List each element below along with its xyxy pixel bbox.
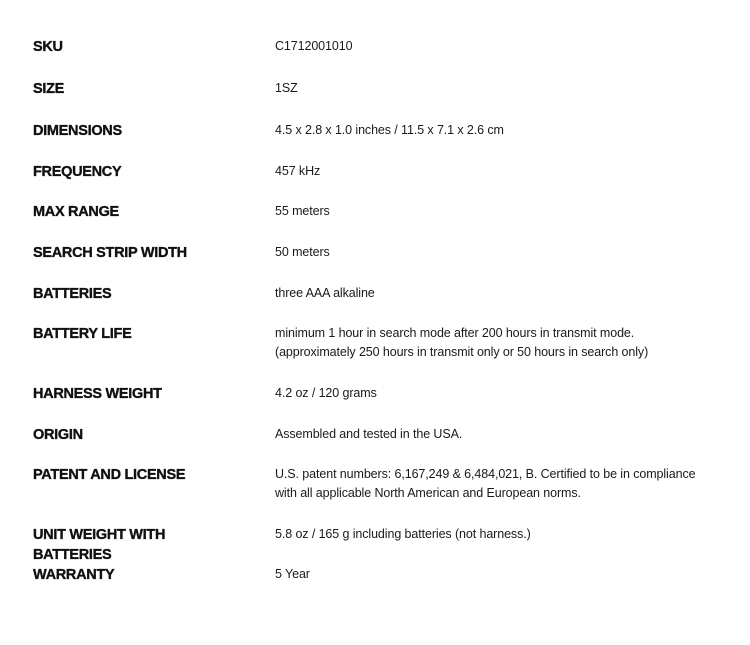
spec-value [275,121,730,140]
spec-value-line: Assembled and tested in the USA. [275,427,463,441]
spec-label: BATTERIES [33,286,112,302]
spec-value [275,565,730,584]
spec-label: UNIT WEIGHT WITH BATTERIES [33,527,166,563]
spec-value-line: 4.2 oz / 120 grams [275,386,377,400]
spec-value-line: U.S. patent numbers: 6,167,249 & 6,484,021, B. Certified to be in compliance [275,467,696,481]
spec-value-line: 4.5 x 2.8 x 1.0 inches / 11.5 x 7.1 x 2.6 cm [275,123,504,137]
spec-value [275,525,730,544]
spec-value-line: 55 meters [275,204,330,218]
spec-value-line: (approximately 250 hours in transmit only or 50 hours in search only) [275,345,649,359]
spec-label: SEARCH STRIP WIDTH [33,245,187,261]
spec-value-line: 457 kHz [275,164,321,178]
spec-value-line: three AAA alkaline [275,286,375,300]
spec-value [275,243,730,262]
spec-value-line: C1712001010 [275,39,353,53]
spec-label: BATTERY LIFE [33,326,132,342]
spec-value [275,384,730,403]
spec-value [275,425,730,444]
spec-value [275,284,730,303]
spec-value [275,465,730,503]
spec-label: SIZE [33,81,65,97]
spec-value [275,79,730,98]
spec-value-line: with all applicable North American and European norms. [275,486,581,500]
spec-label: WARRANTY [33,567,115,583]
spec-value [275,162,730,181]
spec-label: MAX RANGE [33,204,119,220]
spec-value-line: minimum 1 hour in search mode after 200 hours in transmit mode. [275,326,635,340]
spec-label: FREQUENCY [33,164,122,180]
spec-label: HARNESS WEIGHT [33,386,162,402]
spec-value-line: 1SZ [275,81,298,95]
spec-value-line: 50 meters [275,245,330,259]
spec-value [275,202,730,221]
spec-label: PATENT AND LICENSE [33,467,186,483]
spec-label: SKU [33,39,63,55]
spec-value-line: 5 Year [275,567,310,581]
spec-value-line: 5.8 oz / 165 g including batteries (not harness.) [275,527,531,541]
spec-value [275,37,730,56]
spec-value [275,324,730,362]
spec-label: DIMENSIONS [33,123,122,139]
spec-label: ORIGIN [33,427,83,443]
